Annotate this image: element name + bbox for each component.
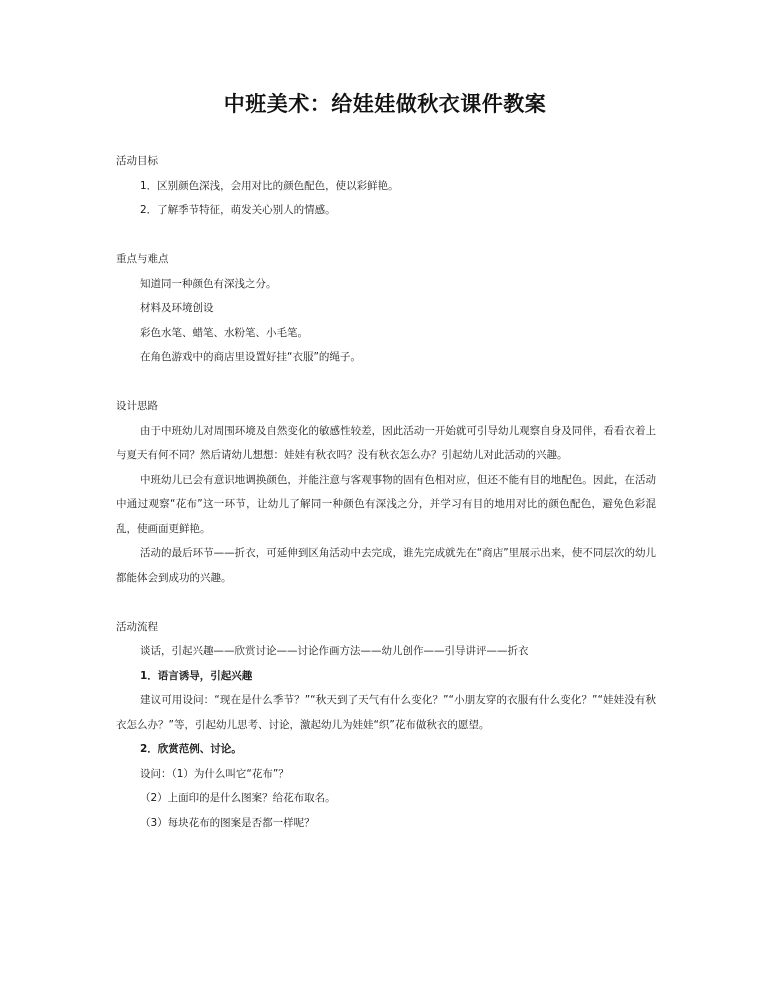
key-line: 在角色游戏中的商店里设置好挂“衣服”的绳子。: [140, 351, 361, 363]
design-paragraph: 由于中班幼儿对周围环境及自然变化的敏感性较差，因此活动一开始就可引导幼儿观察自身及同伴，看看衣着上与夏天有何不同？然后请幼儿想想：娃娃有秋衣吗？没有秋衣怎么办？引起幼儿对此活动的兴趣。: [116, 424, 656, 461]
section-heading-key: 重点与难点: [116, 253, 169, 265]
key-line: 知道同一种颜色有深浅之分。: [140, 277, 277, 290]
step-title: 1．语言诱导，引起兴趣: [140, 669, 253, 682]
goal-item: 2．了解季节特征，萌发关心别人的情感。: [140, 204, 336, 216]
question-line: 设问：（1）为什么叫它“花布”？: [140, 767, 289, 780]
question-line: （3）每块花布的图案是否都一样呢？: [140, 816, 315, 829]
question-line: （2）上面印的是什么图案？给花布取名。: [140, 792, 336, 804]
section-heading-design: 设计思路: [116, 400, 158, 412]
step-text: 建议可用设问：“现在是什么季节？”“秋天到了天气有什么变化？”“小朋友穿的衣服有什么变化？”“娃娃没有秋衣怎么办？”等，引起幼儿思考、讨论，激起幼儿为娃娃“织”花布做秋衣的愿望。: [116, 694, 656, 731]
design-paragraph: 活动的最后环节——折衣，可延伸到区角活动中去完成，谁先完成就先在“商店”里展示出来，使不同层次的幼儿都能体会到成功的兴趣。: [116, 547, 656, 584]
design-paragraph: 中班幼儿已会有意识地调换颜色，并能注意与客观事物的固有色相对应，但还不能有目的地配色。因此，在活动中通过观察“花布”这一环节，让幼儿了解同一种颜色有深浅之分，并学习有目的地用对比的颜色配色，避免色彩混乱，使画面更鲜艳。: [116, 473, 656, 535]
document-body: [116, 149, 656, 835]
page-title: 中班美术：给娃娃做秋衣课件教案: [223, 91, 547, 116]
flow-intro: 谈话，引起兴趣——欣赏讨论——讨论作画方法——幼儿创作——引导讲评——折衣: [140, 645, 529, 657]
section-heading-goals: 活动目标: [116, 155, 158, 167]
key-line: 彩色水笔、蜡笔、水粉笔、小毛笔。: [140, 326, 308, 339]
goal-item: 1．区别颜色深浅，会用对比的颜色配色，使以彩鲜艳。: [140, 179, 399, 192]
step-title: 2．欣赏范例、讨论。: [140, 743, 242, 755]
key-line: 材料及环境创设: [140, 302, 214, 314]
section-heading-flow: 活动流程: [116, 620, 158, 633]
